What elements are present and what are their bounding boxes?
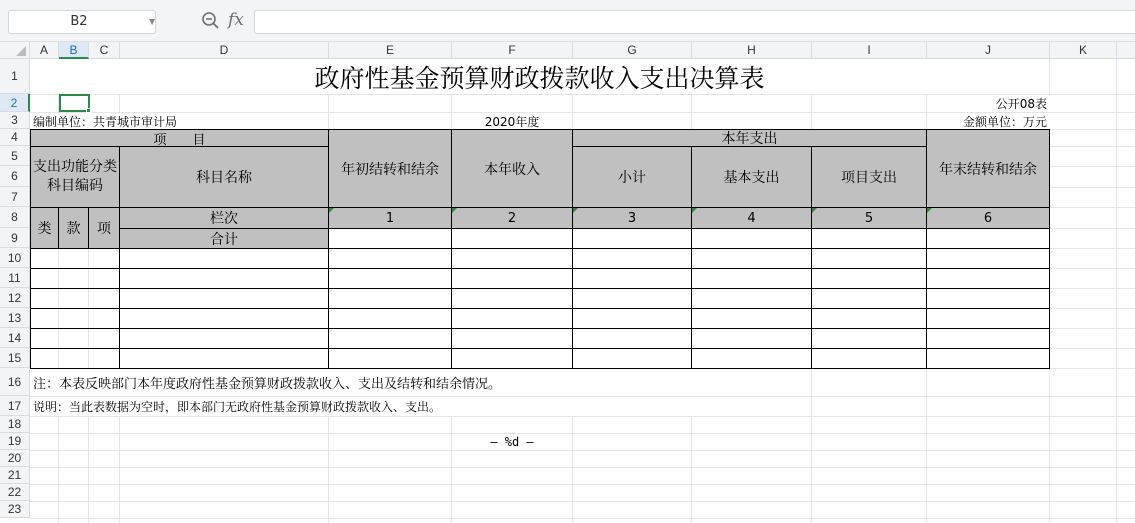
row-header-4[interactable]: 4: [0, 129, 30, 146]
explain-text: 说明：当此表数据为空时，即本部门无政府性基金预算财政拨款收入、支出。: [30, 397, 810, 416]
column-header-f[interactable]: F: [452, 42, 573, 59]
header-project: 项 目: [30, 129, 329, 147]
column-number-3-text: 3: [627, 210, 637, 226]
header-func-code: 支出功能分类科目编码: [30, 146, 120, 208]
select-all-corner[interactable]: [0, 42, 30, 59]
row-header-12[interactable]: 12: [0, 288, 30, 308]
zoom-icon[interactable]: [200, 10, 222, 32]
row-header-15[interactable]: 15: [0, 348, 30, 368]
row-header-19[interactable]: 19: [0, 433, 30, 450]
name-box-value: B2: [70, 14, 88, 29]
table-borders: [30, 59, 1135, 523]
fx-icon[interactable]: fx: [228, 10, 244, 30]
header-basic-expense: 基本支出: [691, 146, 812, 208]
column-header-c[interactable]: C: [89, 42, 120, 59]
report-title: 政府性基金预算财政拨款收入支出决算表: [30, 59, 1049, 94]
header-subtotal: 小计: [572, 146, 692, 208]
column-header-e[interactable]: E: [329, 42, 452, 59]
column-number-5-text: 5: [864, 210, 874, 226]
header-annual-income: 本年收入: [451, 129, 573, 208]
chevron-down-icon[interactable]: ▼: [149, 17, 156, 26]
column-header-k[interactable]: K: [1050, 42, 1117, 59]
note-text: 注：本表反映部门本年度政府性基金预算财政拨款收入、支出及结转和结余情况。: [30, 369, 810, 396]
header-annual-expense: 本年支出: [572, 129, 927, 147]
column-header-i[interactable]: I: [812, 42, 927, 59]
header-column-no: 栏次: [119, 207, 329, 229]
header-project-expense: 项目支出: [811, 146, 927, 208]
row-header-21[interactable]: 21: [0, 467, 30, 484]
table-code: 公开08表: [927, 95, 1050, 112]
header-lei: 类: [30, 207, 59, 249]
header-subject-name: 科目名称: [119, 146, 329, 208]
row-header-18[interactable]: 18: [0, 416, 30, 433]
header-xiang: 项: [88, 207, 120, 249]
row-header-16[interactable]: 16: [0, 368, 30, 396]
row-header-7[interactable]: 7: [0, 187, 30, 207]
column-header-b[interactable]: B: [59, 42, 89, 59]
row-header-3[interactable]: 3: [0, 112, 30, 129]
row-header-13[interactable]: 13: [0, 308, 30, 328]
row-header-2[interactable]: 2: [0, 94, 30, 112]
row-header-1[interactable]: 1: [0, 59, 30, 94]
header-closing-balance: 年末结转和结余: [926, 129, 1050, 208]
column-header-g[interactable]: G: [573, 42, 692, 59]
fill-handle[interactable]: [86, 108, 91, 113]
row-header-6[interactable]: 6: [0, 166, 30, 187]
column-number-2-text: 2: [507, 210, 517, 226]
row-header-10[interactable]: 10: [0, 248, 30, 268]
column-header-next[interactable]: [1117, 42, 1135, 59]
formula-input[interactable]: [254, 10, 1135, 34]
row-header-8[interactable]: 8: [0, 207, 30, 228]
row-header-14[interactable]: 14: [0, 328, 30, 348]
row-header-5[interactable]: 5: [0, 146, 30, 166]
page-footer: — %d —: [452, 434, 572, 450]
row-header-22[interactable]: 22: [0, 484, 30, 501]
compiling-unit: 编制单位：共青城市审计局: [30, 113, 328, 129]
header-opening-balance: 年初结转和结余: [328, 129, 452, 208]
column-header-a[interactable]: A: [30, 42, 59, 59]
row-header-20[interactable]: 20: [0, 450, 30, 467]
fiscal-year: 2020年度: [452, 113, 572, 129]
column-number-6-text: 6: [983, 210, 993, 226]
column-header-h[interactable]: H: [692, 42, 812, 59]
row-header-11[interactable]: 11: [0, 268, 30, 288]
row-header-23[interactable]: 23: [0, 501, 30, 518]
column-header-j[interactable]: J: [927, 42, 1050, 59]
total-label: 合计: [119, 228, 329, 249]
name-box[interactable]: [8, 10, 156, 34]
column-header-d[interactable]: D: [120, 42, 329, 59]
column-number-4-text: 4: [747, 210, 756, 226]
amount-unit: 金额单位：万元: [927, 113, 1050, 129]
row-header-17[interactable]: 17: [0, 396, 30, 416]
column-number-1-text: 1: [385, 210, 395, 226]
row-header-9[interactable]: 9: [0, 228, 30, 248]
header-kuan: 款: [58, 207, 89, 249]
sheet-grid[interactable]: [30, 59, 1135, 523]
